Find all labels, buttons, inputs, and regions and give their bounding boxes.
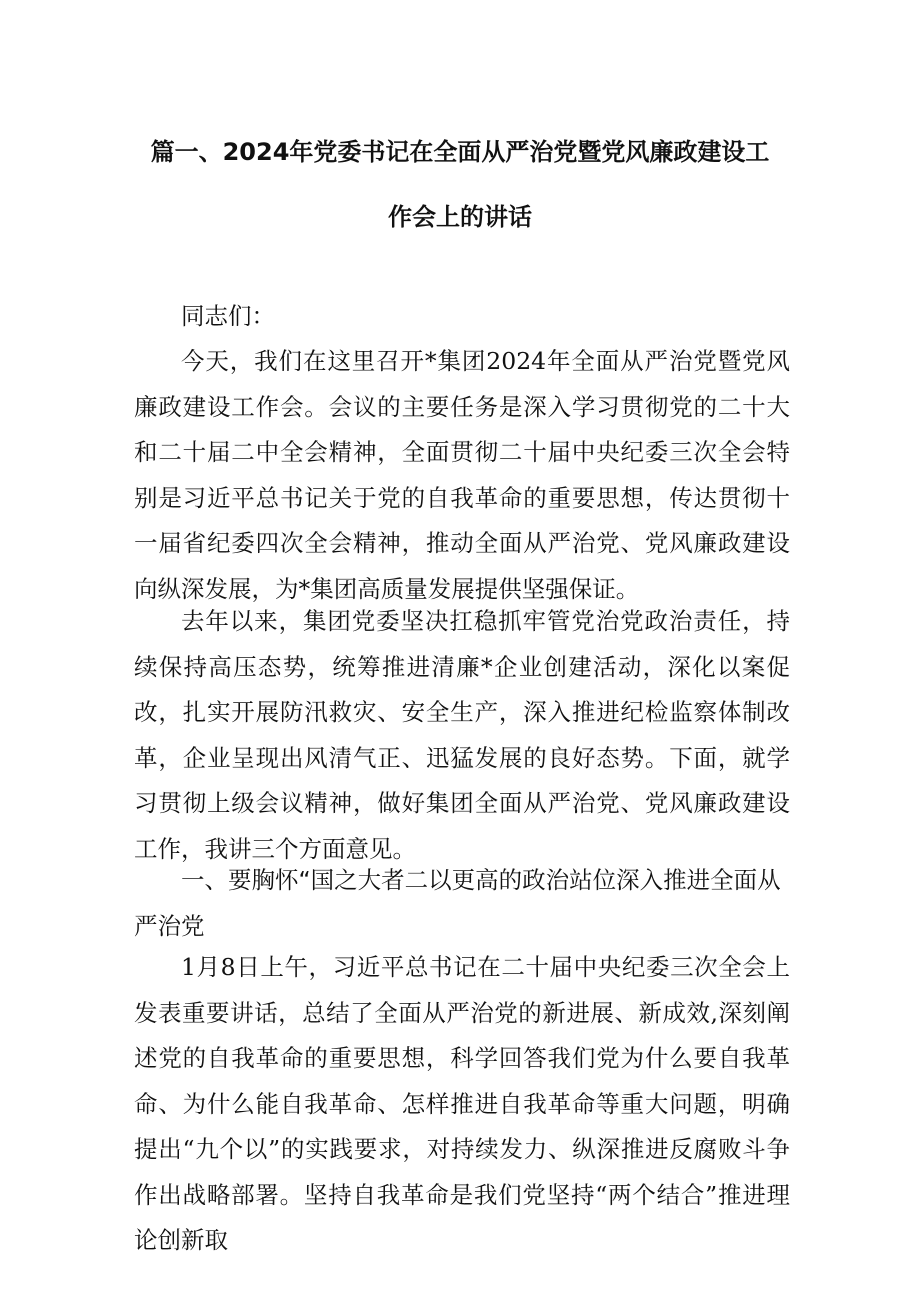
paragraph-2: 去年以来，集团党委坚决扛稳抓牢管党治党政治责任，持续保持高压态势，统筹推进清廉*企业创建活动，深化以案促改，扎实开展防汛救灾、安全生产，深入推进纪检监察体制改革，企业呈现出风清气正、迅猛发展的良好态势。下面，就学习贯彻上级会议精神，做好集团全面从严治党、党风廉政建设工作，我讲三个方面意见。 [134, 607, 790, 863]
document-title-line-2: 作会上的讲话 [388, 203, 532, 231]
paragraph-1: 今天，我们在这里召开*集团2024年全面从严治党暨党风廉政建设工作会。会议的主要任务是深入学习贯彻党的二十大和二十届二中全会精神，全面贯彻二十届中央纪委三次全会特别是习近平总书记关于党的自我革命的重要思想，传达贯彻十一届省纪委四次全会精神，推动全面从严治党、党风廉政建设向纵深发展，为*集团高质量发展提供坚强保证。 [134, 347, 790, 603]
paragraph-3: 1月8日上午，习近平总书记在二十届中央纪委三次全会上发表重要讲话，总结了全面从严治党的新进展、新成效,深刻阐述党的自我革命的重要思想，科学回答我们党为什么要自我革命、为什么能自我革命、怎样推进自我革命等重大问题，明确提出“九个以”的实践要求，对持续发力、纵深推进反腐败斗争作出战略部署。坚持自我革命是我们党坚持“两个结合”推进理论创新取 [134, 953, 790, 1254]
section-1-heading: 一、要胸怀“国之大者二以更高的政治站位深入推进全面从严治党 [134, 866, 781, 940]
salutation: 同志们： [181, 302, 275, 330]
document-title-line-1: 篇一、2024年党委书记在全面从严治党暨党风廉政建设工 [150, 138, 770, 166]
